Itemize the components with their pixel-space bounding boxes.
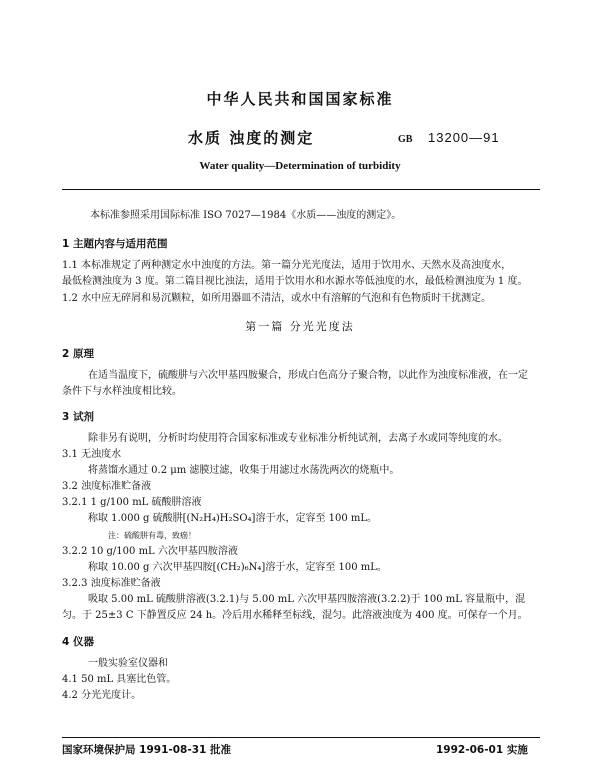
section-3-2-heading: 3.2 浊度标准贮备液 bbox=[62, 481, 152, 492]
standard-prefix: GB bbox=[398, 134, 413, 145]
national-standard-heading: 中华人民共和国国家标准 bbox=[206, 90, 394, 108]
section-3-2-3-heading: 3.2.3 浊度标准贮备液 bbox=[62, 578, 161, 589]
section-1-2-text: 1.2 水中应无碎屑和易沉颗粒，如所用器皿不清洁，或水中有溶解的气泡和有色物质时干扰测定。 bbox=[62, 293, 492, 304]
section-3-2-1-heading: 3.2.1 1 g/100 mL 硫酸肼溶液 bbox=[62, 497, 202, 508]
section-2-line1: 在适当温度下，硫酸肼与六次甲基四胺聚合，形成白色高分子聚合物，以此作为浊度标准液，在一定 bbox=[88, 370, 528, 381]
section-4-1-text: 4.1 50 mL 具塞比色管。 bbox=[62, 674, 177, 685]
part-1-heading: 第一篇 分光光度法 bbox=[245, 320, 355, 333]
section-4-2-text: 4.2 分光光度计。 bbox=[62, 690, 142, 701]
footer-divider bbox=[62, 737, 540, 738]
section-3-2-2-text: 称取 10.00 g 六次甲基四胺[(CH₂)₆N₄]溶于水，定容至 100 mL。 bbox=[88, 562, 387, 573]
section-3-2-3-line1: 吸取 5.00 mL 硫酸肼溶液(3.2.1)与 5.00 mL 六次甲基四胺溶液(3.2.2)于 100 mL 容量瓶中，混 bbox=[88, 594, 526, 605]
section-2-line2: 条件下与水样浊度相比较。 bbox=[62, 386, 182, 397]
header-divider bbox=[62, 189, 540, 190]
section-1-heading: 1 主题内容与适用范围 bbox=[62, 238, 168, 250]
section-4-heading: 4 仪器 bbox=[62, 636, 94, 648]
section-3-heading: 3 试剂 bbox=[62, 411, 94, 423]
standard-title-cn: 水质 浊度的测定 bbox=[188, 129, 315, 147]
standard-title-en: Water quality—Determination of turbidity bbox=[199, 160, 401, 172]
section-3-2-3-line2: 匀。于 25±3 C 下静置反应 24 h。冷后用水稀释至标线，混匀。此溶液浊度为 400 度。可保存一个月。 bbox=[62, 610, 528, 621]
intro-text: 本标准参照采用国际标准 ISO 7027—1984《水质——浊度的测定》。 bbox=[90, 210, 402, 221]
section-4-intro: 一般实验室仪器和 bbox=[88, 658, 168, 669]
section-3-intro: 除非另有说明，分析时均使用符合国家标准或专业标准分析纯试剂，去离子水或同等纯度的水。 bbox=[88, 433, 508, 444]
section-3-2-2-heading: 3.2.2 10 g/100 mL 六次甲基四胺溶液 bbox=[62, 546, 238, 557]
standard-number: 13200—91 bbox=[428, 130, 500, 145]
section-1-1-line2: 最低检测浊度为 3 度。第二篇目视比浊法，适用于饮用水和水源水等低浊度的水，最低检测浊度为 1 度。 bbox=[62, 276, 528, 287]
section-3-2-1-text: 称取 1.000 g 硫酸肼[(N₂H₄)H₂SO₄]溶于水，定容至 100 mL。 bbox=[88, 513, 378, 524]
section-2-heading: 2 原理 bbox=[62, 348, 94, 360]
effective-date: 1992-06-01 实施 bbox=[436, 744, 528, 756]
section-3-1-heading: 3.1 无浊度水 bbox=[62, 449, 122, 460]
section-3-1-text: 将蒸馏水通过 0.2 μm 滤膜过滤，收集于用滤过水荡洗两次的烧瓶中。 bbox=[88, 465, 400, 476]
toxicity-note: 注：硫酸肼有毒，致癌！ bbox=[108, 531, 196, 540]
approval-date: 国家环境保护局 1991-08-31 批准 bbox=[62, 744, 231, 756]
section-1-1-line1: 1.1 本标准规定了两种测定水中浊度的方法。第一篇分光光度法，适用于饮用水、天然水及高浊度水， bbox=[62, 260, 512, 271]
